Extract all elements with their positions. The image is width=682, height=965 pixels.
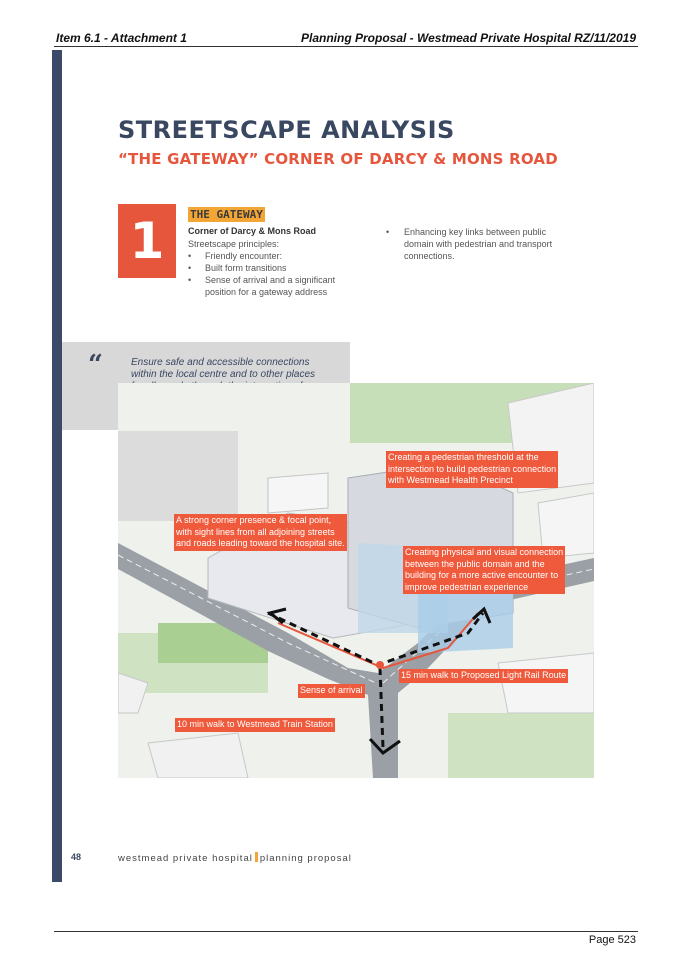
- quote-line: Ensure safe and accessible connections: [131, 357, 310, 368]
- page-subtitle: “THE GATEWAY” CORNER OF DARCY & MONS ROAD: [118, 150, 558, 168]
- callout-line: Creating a pedestrian threshold at the: [388, 452, 539, 462]
- callout-line: improve pedestrian experience: [405, 581, 529, 592]
- page-title: STREETSCAPE ANALYSIS: [118, 116, 455, 144]
- callout-train-station: 10 min walk to Westmead Train Station: [175, 718, 335, 732]
- bullet-text: Built form transitions: [205, 263, 287, 273]
- bullet-text: Sense of arrival and a significant: [205, 275, 336, 285]
- callout-line: with Westmead Health Precinct: [388, 475, 513, 485]
- bullet-text: Friendly encounter:: [205, 251, 283, 261]
- gateway-heading: THE GATEWAY: [190, 208, 263, 221]
- page-label: Page 523: [588, 934, 636, 946]
- callout-line: Creating physical and visual connection: [405, 547, 564, 557]
- callout-line: and roads leading toward the hospital site.: [176, 538, 345, 548]
- gateway-subheading: Corner of Darcy & Mons Road: [188, 226, 317, 236]
- document-footer: [118, 852, 352, 864]
- callout-line: building for a more active encounter to: [405, 570, 559, 580]
- bullet-dot: •: [188, 263, 192, 273]
- bullet-dot: •: [188, 275, 192, 285]
- page-number: 48: [71, 852, 82, 862]
- section-number-badge: 1: [118, 204, 176, 278]
- callout-sense-of-arrival: Sense of arrival: [298, 684, 365, 698]
- bullet-text: connections.: [404, 251, 455, 261]
- callout-line: intersection to build pedestrian connection: [388, 463, 557, 474]
- footer-separator: [255, 852, 258, 862]
- callout-light-rail: 15 min walk to Proposed Light Rail Route: [399, 669, 568, 683]
- quote-line: within the local centre and to other places: [131, 369, 315, 380]
- footer-doc-name: westmead private hospital: [118, 853, 253, 864]
- callout-pedestrian-threshold: [386, 451, 558, 488]
- bullet-text: position for a gateway address: [205, 287, 328, 297]
- footer-divider: [54, 931, 638, 932]
- header-right: Planning Proposal - Westmead Private Hospital RZ/11/2019: [301, 31, 636, 45]
- callout-corner-presence: [174, 514, 347, 551]
- bullet-text: domain with pedestrian and transport: [404, 239, 553, 249]
- footer-doc-type: planning proposal: [259, 853, 352, 864]
- callout-visual-connection: [403, 546, 565, 594]
- bullet-text: Enhancing key links between public: [404, 227, 547, 237]
- open-quote-mark: “: [88, 350, 103, 380]
- header-divider: [54, 46, 638, 47]
- bullet-dot: •: [188, 251, 192, 261]
- callout-line: between the public domain and the: [405, 558, 545, 569]
- callout-line: with sight lines from all adjoining streets: [176, 526, 335, 537]
- header-left: Item 6.1 - Attachment 1: [56, 31, 187, 45]
- bullet-dot: •: [386, 227, 390, 237]
- side-accent-bar: [52, 50, 62, 882]
- callout-line: A strong corner presence & focal point,: [176, 515, 332, 525]
- principles-label: Streetscape principles:: [188, 239, 280, 249]
